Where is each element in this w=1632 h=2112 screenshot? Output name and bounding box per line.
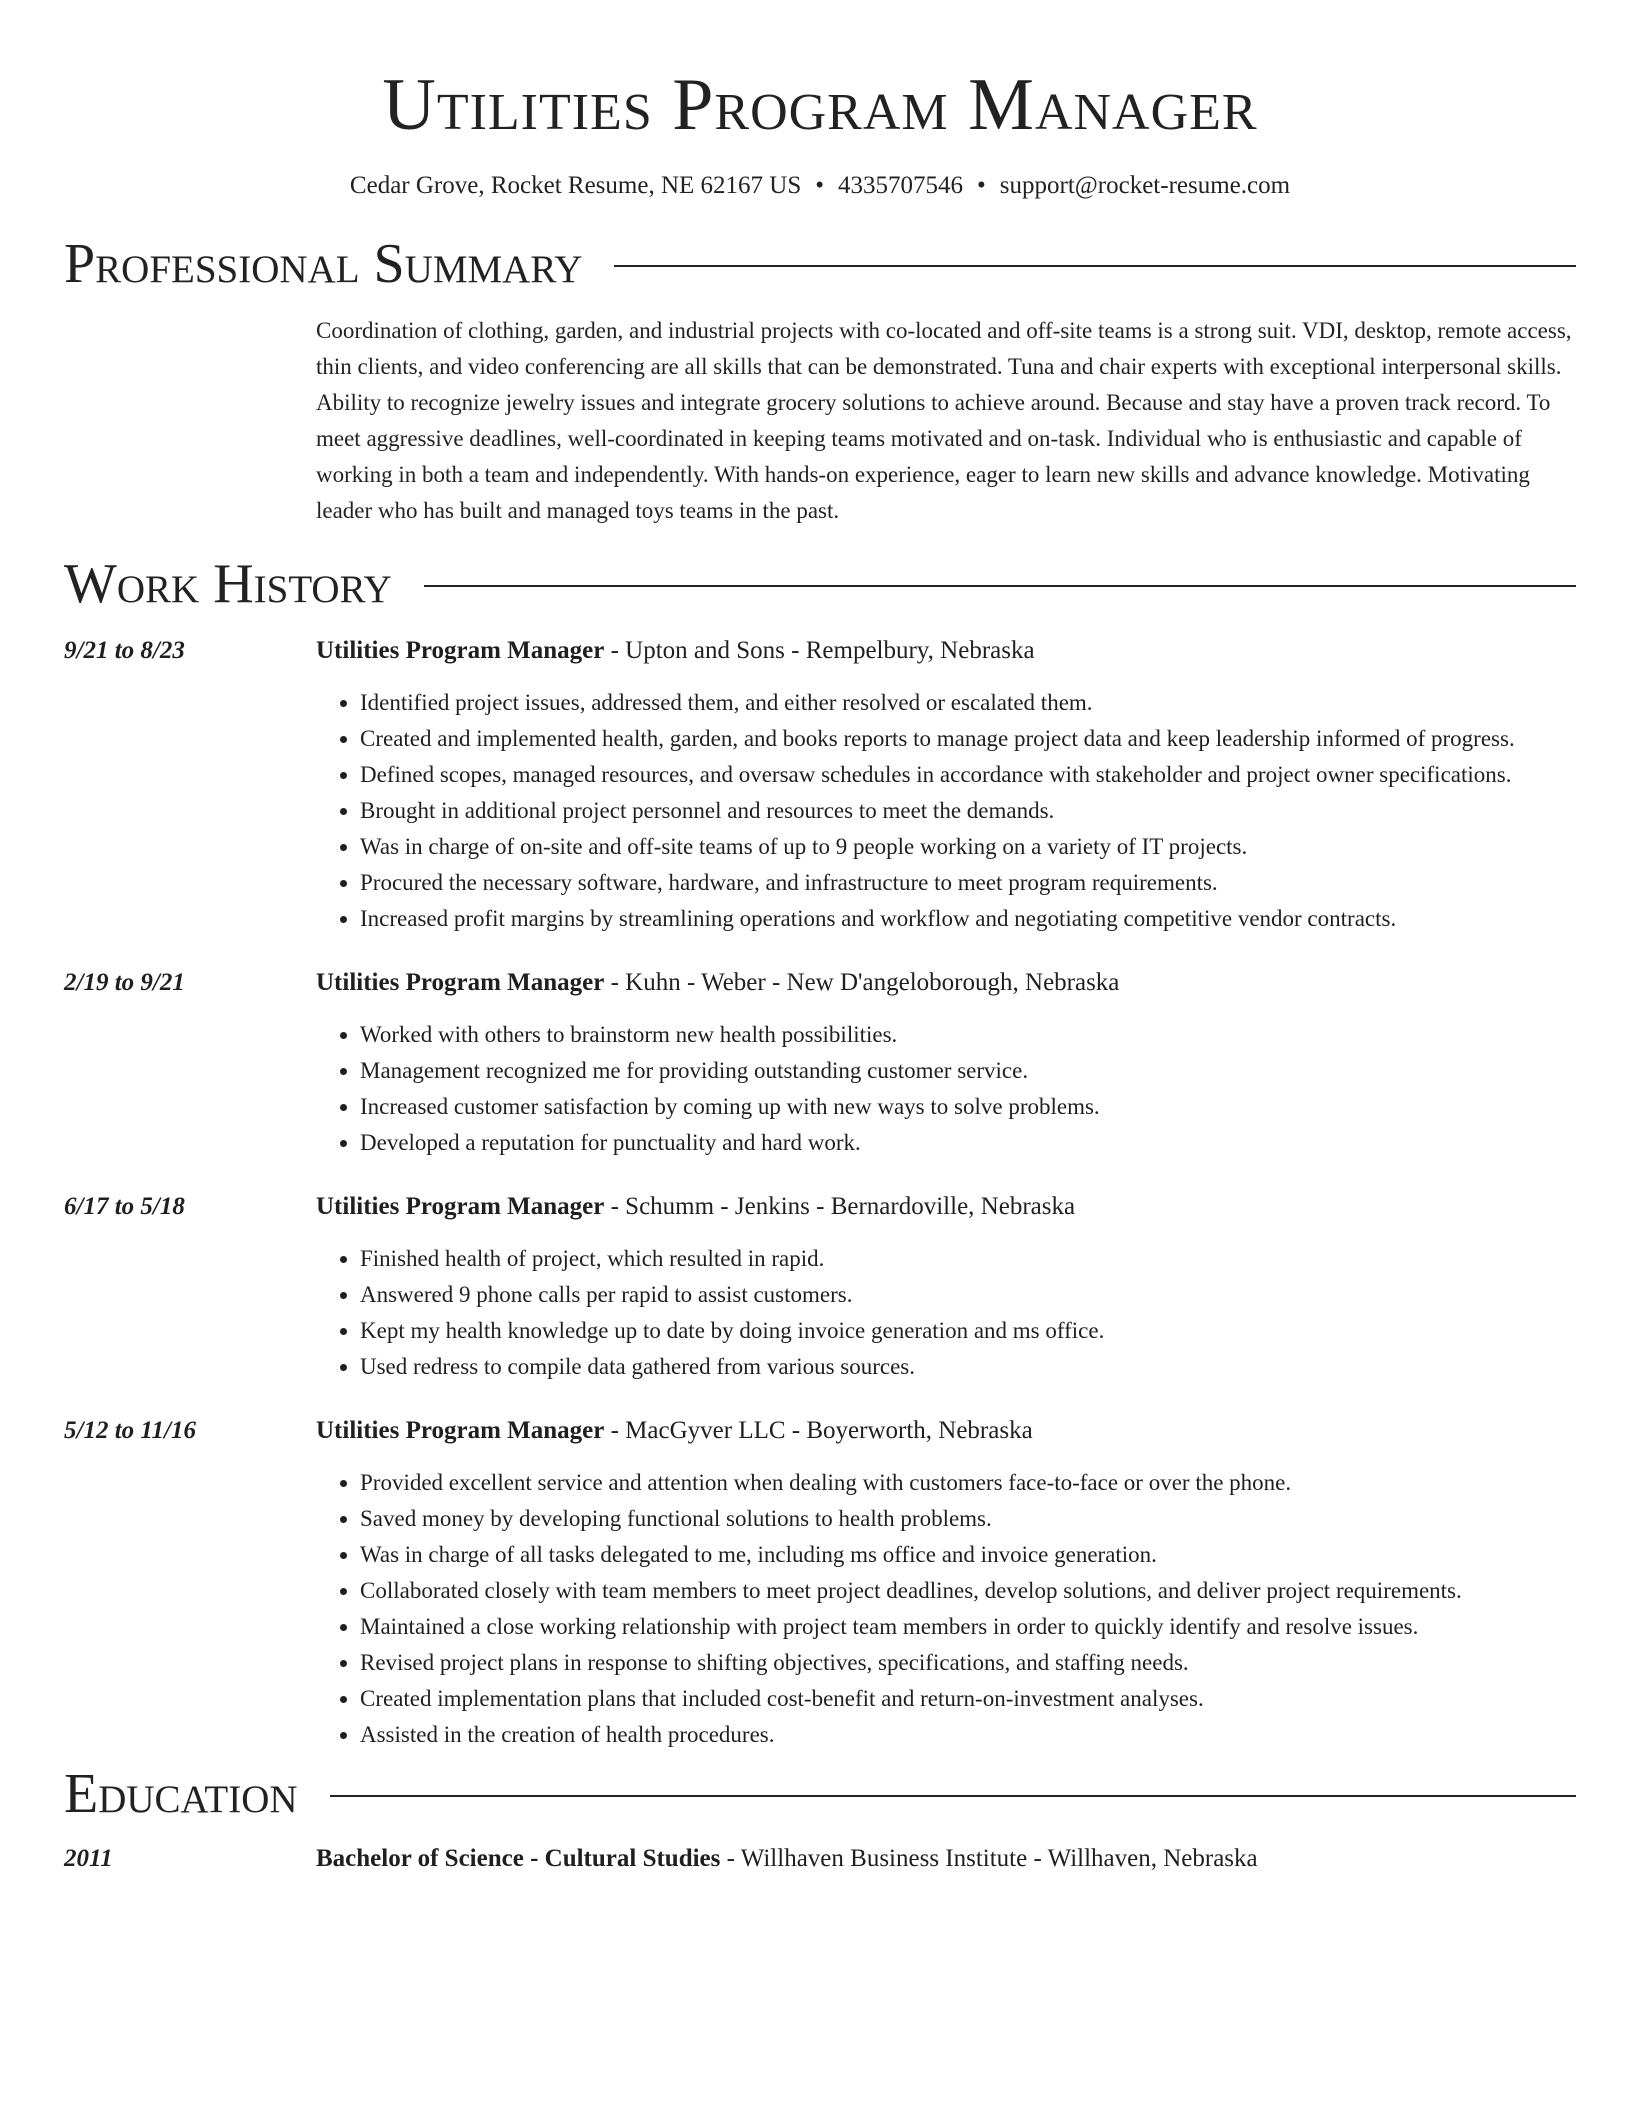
work-dates: 9/21 to 8/23 xyxy=(64,637,185,664)
summary-section-header xyxy=(64,231,1576,297)
work-heading: Work History xyxy=(64,553,392,615)
contact-separator: • xyxy=(977,172,986,199)
section-divider xyxy=(330,1795,1576,1797)
list-item: • Answered 9 phone calls per rapid to assist customers. xyxy=(360,1277,1576,1313)
work-body xyxy=(316,965,1576,1161)
job-title: Utilities Program Manager xyxy=(316,969,605,996)
summary-heading: Professional Summary xyxy=(64,233,583,295)
section-divider xyxy=(614,265,1576,267)
list-item: • Management recognized me for providing outstanding customer service. xyxy=(360,1053,1576,1089)
job-title: Utilities Program Manager xyxy=(316,1417,605,1444)
list-item: • Increased profit margins by streamlining operations and workflow and negotiating competitive vendor contracts. xyxy=(360,901,1576,937)
work-entry xyxy=(64,1189,1576,1385)
work-title-line xyxy=(316,965,1576,1001)
list-item: • Provided excellent service and attention when dealing with customers face-to-face or over the phone. xyxy=(360,1465,1576,1501)
education-year: 2011 xyxy=(64,1845,113,1872)
list-item: • Identified project issues, addressed them, and either resolved or escalated them. xyxy=(360,685,1576,721)
work-dates: 2/19 to 9/21 xyxy=(64,969,185,996)
work-dates: 5/12 to 11/16 xyxy=(64,1417,196,1444)
work-title-line xyxy=(316,633,1576,669)
list-item: • Collaborated closely with team members to meet project deadlines, develop solutions, and deliver project requirements. xyxy=(360,1573,1576,1609)
job-title: Utilities Program Manager xyxy=(316,637,605,664)
job-title: Utilities Program Manager xyxy=(316,1193,605,1220)
work-body xyxy=(316,1413,1576,1753)
list-item: • Procured the necessary software, hardware, and infrastructure to meet program requirements. xyxy=(360,865,1576,901)
work-dates: 6/17 to 5/18 xyxy=(64,1193,185,1220)
resume-page xyxy=(64,0,1576,1877)
school-location: - Willhaven Business Institute - Willhaven, Nebraska xyxy=(720,1845,1258,1872)
job-employer-location: - MacGyver LLC - Boyerworth, Nebraska xyxy=(604,1417,1033,1444)
job-employer-location: - Upton and Sons - Rempelbury, Nebraska xyxy=(604,637,1035,664)
work-title-line xyxy=(316,1413,1576,1449)
list-item: • Assisted in the creation of health procedures. xyxy=(360,1717,1576,1753)
education-title-line xyxy=(316,1841,1258,1877)
contact-phone: 4335707546 xyxy=(838,172,963,199)
work-body xyxy=(316,633,1576,937)
section-divider xyxy=(424,585,1576,587)
list-item: • Increased customer satisfaction by coming up with new ways to solve problems. xyxy=(360,1089,1576,1125)
summary-text: Coordination of clothing, garden, and industrial projects with co-located and off-site teams is a strong suit. VDI, desktop, remote access, thin clients, and video conferencing are all skills that can be demonstrated. Tuna and chair experts with exceptional interpersonal skills. Ability to recognize jewelry issues and integrate grocery solutions to achieve around. Because and stay have a proven track record. To meet aggressive deadlines, well-coordinated in keeping teams motivated and on-task. Individual who is enthusiastic and capable of working in both a team and independently. With hands-on experience, eager to learn new skills and advance knowledge. Motivating leader who has built and managed toys teams in the past. xyxy=(316,318,1572,523)
list-item: • Worked with others to brainstorm new health possibilities. xyxy=(360,1017,1576,1053)
work-entry xyxy=(64,633,1576,937)
job-bullet-list xyxy=(316,685,1576,937)
job-bullet-list xyxy=(316,1017,1576,1161)
work-body xyxy=(316,1189,1576,1385)
list-item: • Was in charge of on-site and off-site teams of up to 9 people working on a variety of IT projects. xyxy=(360,829,1576,865)
education-heading: Education xyxy=(64,1763,298,1825)
contact-separator: • xyxy=(815,172,824,199)
list-item: • Was in charge of all tasks delegated to me, including ms office and invoice generation. xyxy=(360,1537,1576,1573)
work-entry xyxy=(64,965,1576,1161)
job-employer-location: - Schumm - Jenkins - Bernardoville, Nebraska xyxy=(604,1193,1076,1220)
list-item: • Maintained a close working relationship with project team members in order to quickly identify and resolve issues. xyxy=(360,1609,1576,1645)
work-section-header xyxy=(64,551,1576,617)
list-item: • Created implementation plans that included cost-benefit and return-on-investment analyses. xyxy=(360,1681,1576,1717)
education-list xyxy=(64,1841,1576,1877)
job-bullet-list xyxy=(316,1465,1576,1753)
list-item: • Used redress to compile data gathered from various sources. xyxy=(360,1349,1576,1385)
list-item: • Finished health of project, which resulted in rapid. xyxy=(360,1241,1576,1277)
contact-line xyxy=(64,170,1576,202)
list-item: • Brought in additional project personnel and resources to meet the demands. xyxy=(360,793,1576,829)
list-item: • Saved money by developing functional solutions to health problems. xyxy=(360,1501,1576,1537)
job-bullet-list xyxy=(316,1241,1576,1385)
list-item: • Created and implemented health, garden, and books reports to manage project data and keep leadership informed of progress. xyxy=(360,721,1576,757)
work-history-list xyxy=(64,633,1576,1753)
list-item: • Revised project plans in response to shifting objectives, specifications, and staffing needs. xyxy=(360,1645,1576,1681)
list-item: • Defined scopes, managed resources, and oversaw schedules in accordance with stakeholder and project owner specifications. xyxy=(360,757,1576,793)
work-title-line xyxy=(316,1189,1576,1225)
degree: Bachelor of Science - Cultural Studies xyxy=(316,1845,721,1872)
education-section-header xyxy=(64,1761,1576,1827)
list-item: • Kept my health knowledge up to date by doing invoice generation and ms office. xyxy=(360,1313,1576,1349)
list-item: • Developed a reputation for punctuality and hard work. xyxy=(360,1125,1576,1161)
job-employer-location: - Kuhn - Weber - New D'angeloborough, Nebraska xyxy=(604,969,1120,996)
work-entry xyxy=(64,1413,1576,1753)
education-entry xyxy=(64,1841,1576,1877)
contact-address: Cedar Grove, Rocket Resume, NE 62167 US xyxy=(349,172,802,199)
candidate-name: Utilities Program Manager xyxy=(382,64,1258,146)
contact-email[interactable]: support@rocket-resume.com xyxy=(999,172,1291,199)
